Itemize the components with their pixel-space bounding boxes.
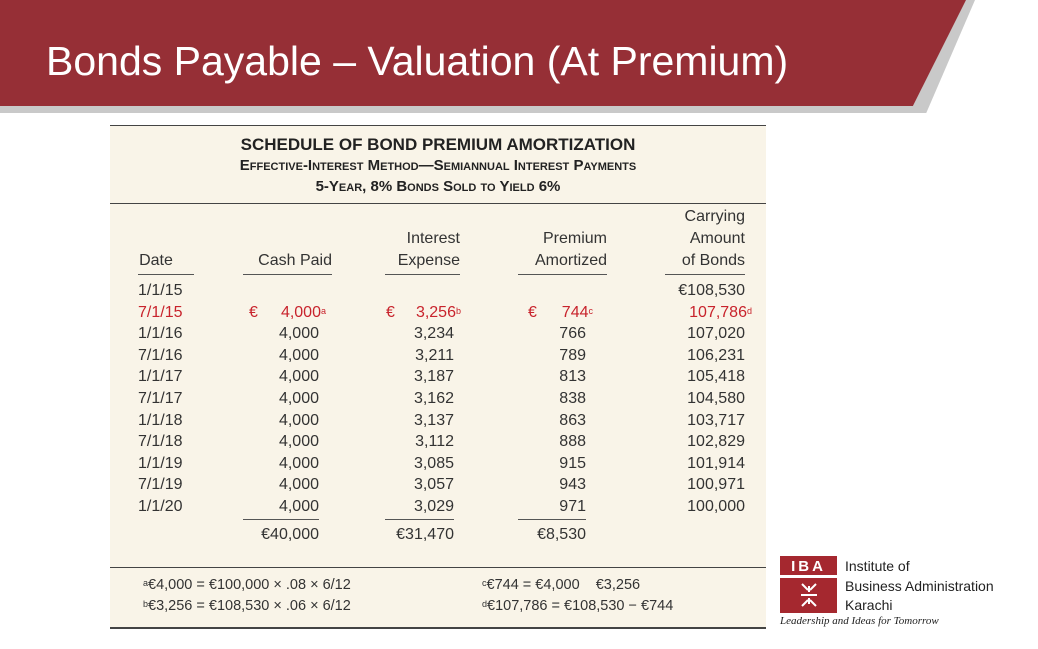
- row-premium-value: 971: [559, 498, 586, 515]
- row-carrying-value: €108,530: [678, 282, 745, 299]
- row-premium: [559, 496, 586, 518]
- row-cash: [279, 496, 319, 518]
- row-carrying-value: 104,580: [687, 390, 745, 407]
- row-cash-value: 4,000: [278, 390, 319, 407]
- row-premium-value: 838: [559, 390, 586, 407]
- row-date: 1/1/20: [138, 498, 183, 515]
- row-premium: [559, 431, 586, 453]
- tagline: Leadership and Ideas for Tomorrow: [780, 615, 939, 627]
- institution-line-2: Business Administration: [845, 578, 994, 594]
- row-interest: [414, 323, 454, 345]
- row-cash-value: 4,000: [278, 325, 319, 343]
- row-interest-value: 3,187: [413, 368, 454, 386]
- row-carrying-value: 100,000: [687, 498, 745, 515]
- row-carrying-value: 102,829: [687, 433, 745, 451]
- currency-symbol: €: [249, 303, 258, 321]
- footnote-a: $^a$€4,000 = €100,000 × .08 × 6/12: [143, 577, 351, 593]
- row-carrying-value: 107,020: [687, 325, 745, 343]
- col-header-line: Premium: [542, 230, 607, 247]
- row-carrying-value: 103,717: [687, 411, 745, 429]
- row-premium: [562, 302, 593, 326]
- footnote-mark: a: [320, 305, 326, 316]
- row-cash: [279, 453, 319, 475]
- row-interest-value: 3,162: [413, 390, 454, 407]
- col-header-line: Cash Paid: [258, 252, 332, 269]
- logo-emblem-icon: [799, 582, 819, 608]
- total-cash: €40,000: [261, 526, 319, 543]
- row-cash: [279, 431, 319, 453]
- row-carrying: [687, 474, 745, 496]
- row-carrying: [687, 410, 745, 432]
- row-interest-value: 3,137: [413, 411, 454, 429]
- col-header-premium-amortized: [507, 228, 607, 272]
- row-date: 7/1/19: [138, 476, 183, 494]
- table-row: [110, 280, 766, 301]
- table-row: [110, 302, 766, 323]
- row-date: 1/1/15: [138, 282, 183, 299]
- footnote-mark: b: [455, 305, 461, 316]
- table-row: [110, 345, 766, 366]
- row-carrying-value: 105,418: [687, 368, 745, 386]
- table-row: [110, 366, 766, 387]
- row-cash-value: 4,000: [278, 498, 319, 515]
- row-interest: [414, 453, 454, 475]
- table-row: [110, 496, 766, 517]
- row-premium: [559, 474, 586, 496]
- total-underline: [385, 519, 454, 520]
- col-header-underline: [665, 274, 745, 275]
- col-header-line: Carrying: [684, 208, 745, 225]
- row-carrying-value: 107,786: [689, 303, 747, 321]
- row-premium-value: 943: [559, 476, 586, 494]
- institution-line-1: Institute of: [845, 558, 910, 574]
- row-premium-value: 813: [559, 368, 586, 386]
- table-row: [110, 474, 766, 495]
- row-carrying: [687, 431, 745, 453]
- row-cash-value: 4,000: [278, 433, 319, 451]
- col-header-underline: [518, 274, 607, 275]
- row-premium: [559, 410, 586, 432]
- footnote-divider: [110, 567, 766, 568]
- table-row: [110, 323, 766, 344]
- row-cash-value: 4,000: [280, 303, 321, 321]
- col-header-line: Date: [139, 252, 173, 269]
- logo-text: IBA: [791, 558, 826, 575]
- row-cash-value: 4,000: [278, 476, 319, 494]
- table-row: [110, 431, 766, 452]
- row-interest: [415, 345, 454, 367]
- footnote-c: $^c$€744 = €4,000 €3,256: [482, 577, 641, 593]
- row-premium-value: 789: [559, 346, 586, 364]
- amortization-schedule: [110, 125, 766, 629]
- col-header-underline: [138, 274, 194, 275]
- row-interest: [414, 474, 454, 496]
- row-premium-value: 915: [559, 454, 586, 472]
- row-premium-value: 744: [561, 303, 589, 321]
- row-interest-value: 3,211: [415, 346, 454, 364]
- schedule-subheading-method: Effective-Interest Method—Semiannual Interest Payments: [239, 157, 637, 174]
- table-row: [110, 410, 766, 431]
- row-cash: [279, 474, 319, 496]
- col-header-carrying-amount: [645, 206, 745, 272]
- row-cash: [279, 410, 319, 432]
- footnote-mark: c: [588, 305, 593, 316]
- total-premium: €8,530: [537, 526, 586, 543]
- total-underline: [243, 519, 319, 520]
- row-premium-value: 888: [559, 433, 586, 451]
- row-date: 1/1/18: [138, 411, 183, 429]
- row-cash: [279, 345, 319, 367]
- row-premium: [559, 453, 586, 475]
- col-header-underline: [243, 274, 332, 275]
- row-carrying: [689, 302, 752, 326]
- row-interest-value: 3,234: [413, 325, 454, 343]
- row-premium: [559, 345, 586, 367]
- row-carrying-value: 101,914: [687, 454, 745, 472]
- row-cash-value: 4,000: [278, 411, 319, 429]
- row-cash-value: 4,000: [278, 368, 319, 386]
- row-premium-value: 863: [559, 411, 586, 429]
- col-header-line: Amortized: [534, 252, 607, 269]
- row-premium: [559, 366, 586, 388]
- footnote-mark: d: [746, 305, 752, 316]
- row-interest: [414, 496, 454, 518]
- logo-divider: [780, 575, 837, 578]
- schedule-subheading-terms: 5-Year, 8% Bonds Sold to Yield 6%: [315, 178, 561, 195]
- row-premium: [559, 323, 586, 345]
- row-interest: [414, 388, 454, 410]
- row-interest: [416, 302, 461, 326]
- row-date: 7/1/16: [138, 346, 183, 364]
- row-date: 7/1/17: [138, 390, 183, 407]
- col-header-line: Expense: [397, 252, 460, 269]
- row-date: 1/1/16: [138, 325, 183, 343]
- row-cash-value: 4,000: [278, 454, 319, 472]
- row-carrying: [687, 323, 745, 345]
- currency-symbol: €: [386, 303, 395, 321]
- row-interest: [414, 410, 454, 432]
- col-header-line: of Bonds: [681, 252, 745, 269]
- row-cash: [281, 302, 326, 326]
- row-date: 7/1/15: [138, 303, 183, 321]
- row-date: 1/1/19: [138, 454, 183, 472]
- row-carrying: [687, 366, 745, 388]
- table-row: [110, 453, 766, 474]
- row-interest-value: 3,256: [415, 303, 456, 321]
- col-header-line: Interest: [406, 230, 460, 247]
- row-interest-value: 3,029: [413, 498, 454, 515]
- col-header-cash-paid: [232, 250, 332, 272]
- slide-title: Bonds Payable – Valuation (At Premium): [46, 38, 789, 84]
- row-interest-value: 3,057: [413, 476, 454, 494]
- row-cash: [279, 323, 319, 345]
- footnote-b: $^b$€3,256 = €108,530 × .06 × 6/12: [143, 598, 351, 614]
- row-cash: [279, 388, 319, 410]
- row-interest-value: 3,085: [413, 454, 454, 472]
- row-carrying: [687, 388, 745, 410]
- iba-logo: [780, 556, 837, 613]
- row-premium: [559, 388, 586, 410]
- row-carrying: [687, 453, 745, 475]
- col-header-underline: [385, 274, 460, 275]
- institution-line-3: Karachi: [845, 597, 893, 613]
- header-divider: [110, 203, 766, 204]
- row-carrying: [687, 345, 745, 367]
- col-header-interest-expense: [360, 228, 460, 272]
- footnote-d: $^d$€107,786 = €108,530 − €744: [482, 598, 674, 614]
- row-cash: [279, 366, 319, 388]
- total-interest: €31,470: [396, 526, 454, 543]
- currency-symbol: €: [528, 303, 537, 321]
- row-interest: [414, 366, 454, 388]
- row-interest: [415, 431, 454, 453]
- schedule-heading: SCHEDULE OF BOND PREMIUM AMORTIZATION: [240, 135, 636, 154]
- row-carrying: [687, 496, 745, 518]
- total-underline: [518, 519, 586, 520]
- row-date: 7/1/18: [138, 433, 183, 451]
- row-interest-value: 3,112: [415, 433, 454, 451]
- row-carrying-value: 100,971: [687, 476, 745, 494]
- col-header-line: Amount: [689, 230, 745, 247]
- row-cash-value: 4,000: [278, 346, 319, 364]
- row-date: 1/1/17: [138, 368, 183, 386]
- table-row: [110, 388, 766, 409]
- col-header-date: [126, 250, 186, 272]
- row-premium-value: 766: [559, 325, 586, 343]
- row-carrying: [678, 280, 745, 302]
- row-carrying-value: 106,231: [687, 346, 745, 364]
